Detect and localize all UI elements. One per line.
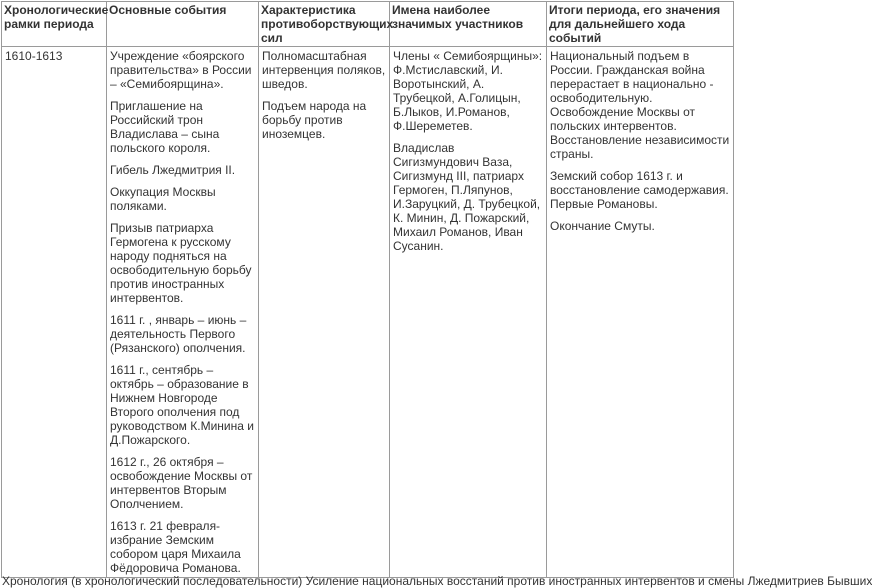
event-item: Оккупация Москвы поляками.	[110, 185, 216, 213]
results-item: Земский собор 1613 г. и восстановление самодержавия. Первые Романовы.	[550, 169, 729, 211]
table-header-row	[2, 2, 734, 47]
cell-participants	[390, 47, 547, 578]
forces-item: Подъем народа на борьбу против иноземцев.	[262, 99, 367, 141]
event-item: 1611 г., сентябрь – октябрь – образование в Нижнем Новгороде Второго ополчения под руководством К.Минина и Д.Пожарского.	[110, 363, 254, 447]
event-item: Приглашение на Российский трон Владислава – сына польского короля.	[110, 99, 220, 155]
event-item: Учреждение «боярского правительства» в России – «Семибоярщина».	[110, 49, 252, 91]
footer-text: Хронология (в хронологический последовательности) Усиление национальных восстаний против иностранных интервентов и смены Лжедмитриев Бывших	[2, 574, 872, 588]
event-item: Гибель Лжедмитрия II.	[110, 163, 236, 177]
header-forces: Характеристика противоборствующих сил	[259, 2, 390, 47]
participants-item: Владислав Сигизмундович Ваза, Сигизмунд III, патриарх Гермоген, П.Ляпунов, И.Заруцкий, Д. Трубецкой, К. Минин, Д. Пожарский, Михаил Романов, Иван Сусанин.	[393, 141, 541, 253]
event-item: 1613 г. 21 февраля-избрание Земским собором царя Михаила Фёдоровича Романова.	[110, 519, 241, 575]
cell-forces	[259, 47, 390, 578]
cell-events	[107, 47, 259, 578]
table-row	[2, 47, 734, 578]
cell-results	[547, 47, 734, 578]
forces-item: Полномасштабная интервенция поляков, шведов.	[262, 49, 386, 91]
history-table	[1, 1, 734, 578]
results-item: Национальный подъем в России. Гражданская война перерастает в национально - освободительную. Освобождение Москвы от польских интервентов. Восстановление независимости страны.	[550, 49, 730, 161]
event-item: 1611 г. , январь – июнь – деятельность Первого (Рязанского) ополчения.	[110, 313, 247, 355]
header-results: Итоги периода, его значения для дальнейшего хода событий	[547, 2, 734, 47]
header-period: Хронологические рамки периода	[2, 2, 107, 47]
period-text: 1610-1613	[5, 49, 63, 63]
header-participants: Имена наиболее значимых участников	[390, 2, 547, 47]
event-item: Призыв патриарха Гермогена к русскому народу подняться на освободительную борьбу против иностранных интервентов.	[110, 221, 252, 305]
results-item: Окончание Смуты.	[550, 219, 655, 233]
participants-item: Члены « Семибоярщины»: Ф.Мстиславский, И. Воротынский, А. Трубецкой, А.Голицын, Б.Лыков, И.Романов, Ф.Шереметев.	[393, 49, 543, 133]
event-item: 1612 г., 26 октября – освобождение Москвы от интервентов Вторым Ополчением.	[110, 455, 253, 511]
cell-period	[2, 47, 107, 578]
header-events: Основные события	[107, 2, 259, 47]
